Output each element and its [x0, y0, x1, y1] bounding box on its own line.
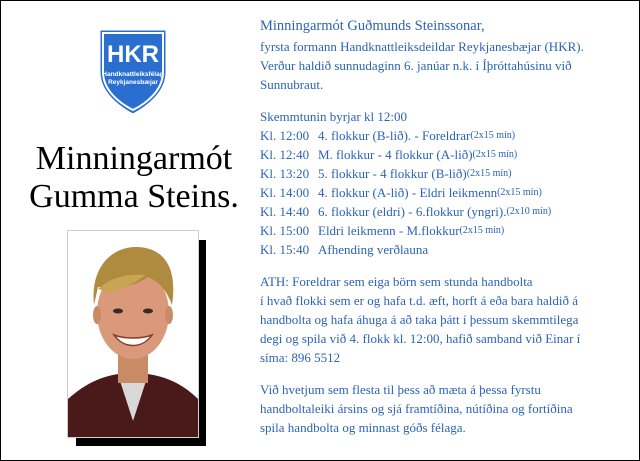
hkr-logo	[96, 26, 170, 116]
schedule-duration: (2x15 mín)	[497, 187, 542, 198]
schedule-duration: (2x15 mín)	[470, 130, 516, 141]
schedule-time: Kl. 14:00	[260, 185, 310, 200]
intro-line-2: Verður haldið sunnudaginn 6. janúar n.k. í Íþróttahúsinu við	[260, 58, 572, 73]
intro-line-1: fyrsta formann Handknattleiksdeildar Reykjanesbæjar (HKR).	[260, 39, 584, 54]
schedule-duration: (2x15 mín)	[472, 149, 518, 160]
intro-heading: Minningarmót Guðmunds Steinssonar,	[260, 18, 485, 34]
title-line-1: Minningarmót	[35, 140, 233, 177]
schedule-time: Kl. 15:00	[260, 223, 310, 238]
schedule-time: Kl. 12:40	[260, 147, 310, 162]
schedule-start: Skemmtunin byrjar kl 12:00	[260, 109, 407, 124]
note-line-4: degi og spila við 4. flokk kl. 12:00, hafið samband við Einar í	[260, 331, 581, 346]
closing-line-3: spila handbolta og minnast góðs félaga.	[260, 420, 466, 435]
schedule-duration: (2x10 mín)	[506, 206, 552, 217]
intro-line-3: Sunnubraut.	[260, 77, 324, 92]
logo-line1: Handknattleiksfélag	[102, 71, 164, 78]
schedule-time: Kl. 12:00	[260, 128, 310, 143]
schedule-time: Kl. 13:20	[260, 166, 310, 181]
schedule-duration: (2x15 mín)	[466, 168, 512, 179]
note-line-3: handbolta og hafa áhuga á að taka þátt í þessum skemmtilega	[260, 312, 579, 327]
schedule-match: Eldri leikmenn - M.flokkur	[318, 223, 460, 238]
schedule-time: Kl. 14:40	[260, 204, 310, 219]
schedule-match: 5. flokkur - 4 flokkur (B-lið)	[318, 166, 467, 181]
schedule-item	[260, 183, 628, 202]
logo-letters: HKR	[107, 41, 159, 68]
note-line-1: ATH: Foreldrar sem eiga börn sem stunda handbolta	[260, 274, 533, 289]
note-line-5: síma: 896 5512	[260, 350, 341, 365]
event-title	[0, 140, 268, 216]
schedule-match: Afhending verðlauna	[318, 242, 429, 257]
schedule-match: M. flokkur - 4 flokkur (A-lið)	[318, 147, 473, 162]
schedule-match: 6. flokkur (eldri) - 6.flokkur (yngri).	[318, 204, 507, 219]
schedule-time: Kl. 15:40	[260, 242, 310, 257]
note-line-2: í hvað flokki sem er og hafa t.d. æft, horft á eða bara haldið á	[260, 293, 579, 308]
portrait-photo	[67, 230, 199, 438]
portrait-illustration	[68, 231, 198, 437]
event-details	[260, 16, 628, 437]
schedule-item	[260, 202, 628, 221]
schedule-item	[260, 240, 628, 259]
schedule-item	[260, 126, 628, 145]
title-line-2: Gumma Steins.	[29, 178, 239, 215]
schedule-duration: (2x15 mín)	[459, 225, 505, 236]
closing-line-2: handboltaleiki ársins og sjá framtíðina, nútíðina og fortíðina	[260, 401, 573, 416]
schedule-item	[260, 221, 628, 240]
schedule-match: 4. flokkur (B-lið). - Foreldrar	[318, 128, 471, 143]
closing-line-1: Við hvetjum sem flesta til þess að mæta á þessa fyrstu	[260, 382, 541, 397]
logo-line2: Reykjanesbæjar	[108, 79, 158, 86]
schedule-item	[260, 164, 628, 183]
schedule-match: 4. flokkur (A-lið) - Eldri leikmenn	[318, 185, 498, 200]
schedule-item	[260, 145, 628, 164]
